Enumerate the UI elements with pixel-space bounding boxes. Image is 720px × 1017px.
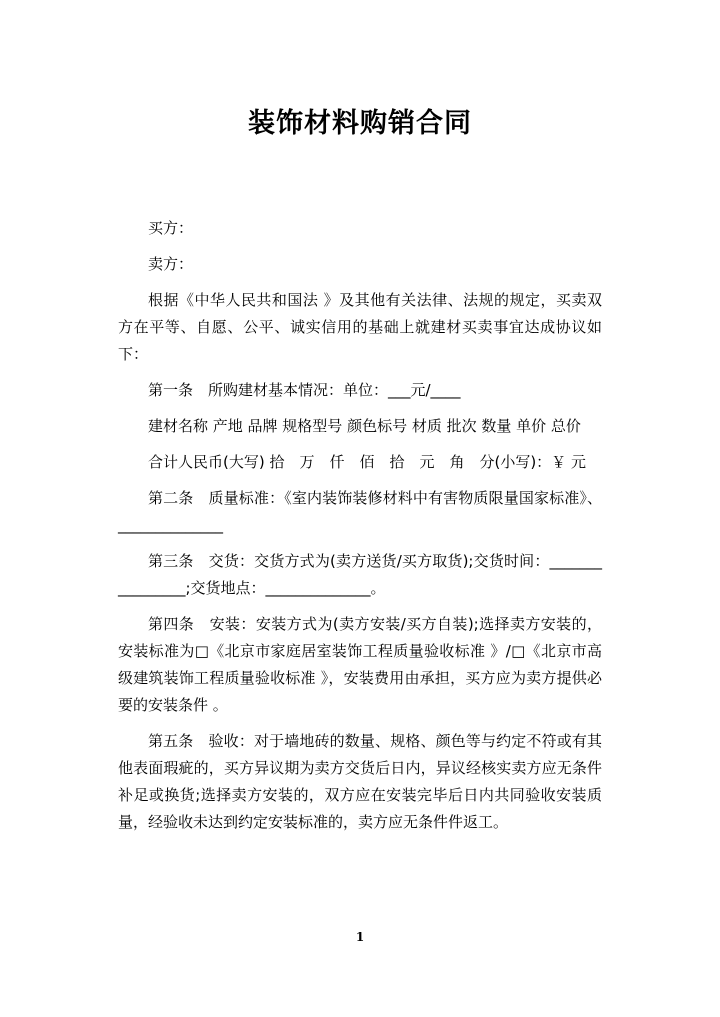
seller-line: 卖方：	[148, 255, 194, 274]
article-1-total-amount: 合计人民币(大写) 拾 万 仟 佰 拾 元 角 分(小写)：￥ 元	[148, 453, 586, 472]
buyer-line: 买方：	[148, 219, 194, 238]
article-2-quality-standard: 第二条 质量标准：《室内装饰装修材料中有害物质限量国家标准》、______________	[118, 489, 602, 535]
page-title: 装饰材料购销合同	[248, 108, 472, 139]
title-spacer	[118, 141, 602, 215]
article-5-acceptance: 第五条 验收：对于墙地砖的数量、规格、颜色等与约定不符或有其他表面瑕疵的，买方异议期为卖方交货后日内，异议经核实卖方应无条件补足或换货;选择卖方安装的，双方应在安装完毕后日内共同验收安装质量，经验收未达到约定安装标准的，卖方应无条件件返工。	[118, 732, 602, 832]
document-body	[118, 96, 602, 845]
article-4-installation: 第四条 安装：安装方式为(卖方安装/买方自装);选择卖方安装的，安装标准为□《北京市家庭居室装饰工程质量验收标准 》/□《北京市高级建筑装饰工程质量验收标准 》，安装费用由承担，买方应为卖方提供必要的安装条件 。	[118, 615, 602, 715]
article-1-column-list: 建材名称 产地 品牌 规格型号 颜色标号 材质 批次 数量 单价 总价	[148, 417, 581, 436]
page-number: 1	[355, 930, 365, 944]
article-1-heading: 第一条 所购建材基本情况：单位：___元/____	[148, 381, 461, 400]
preamble-paragraph: 根据《中华人民共和国法 》及其他有关法律、法规的规定，买卖双方在平等、自愿、公平、诚实信用的基础上就建材买卖事宜达成协议如下：	[118, 291, 602, 364]
article-3-delivery: 第三条 交货：交货方式为(卖方送货/买方取货);交货时间：________________;交货地点：______________。	[118, 552, 602, 598]
